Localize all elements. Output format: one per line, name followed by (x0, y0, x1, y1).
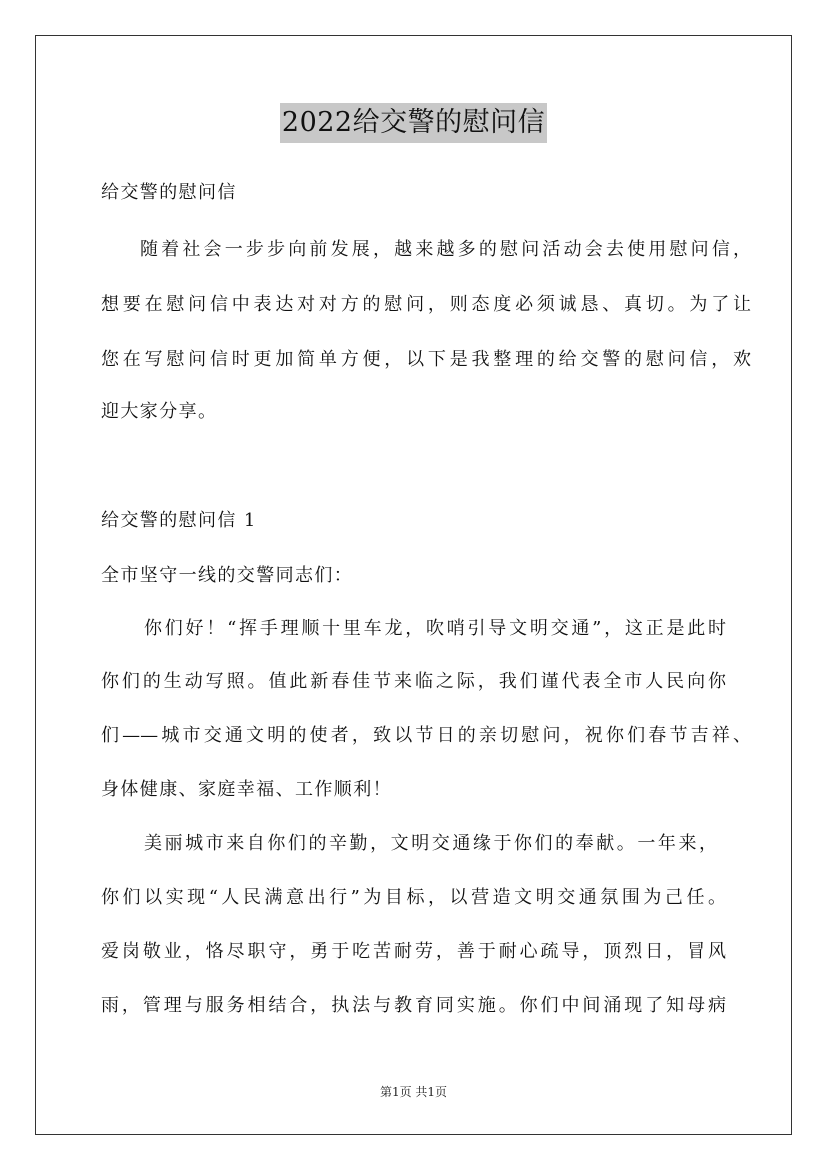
paragraph-line: 您在写慰问信时更加简单方便，以下是我整理的给交警的慰问信，欢 (101, 349, 751, 370)
paragraph-line: 随着社会一步步向前发展，越来越多的慰问活动会去使用慰问信， (140, 239, 751, 260)
paragraph-line: 你们好！“挥手理顺十里车龙，吹哨引导文明交通”，这正是此时 (144, 618, 726, 639)
paragraph-line: 想要在慰问信中表达对对方的慰问，则态度必须诚恳、真切。为了让 (101, 294, 751, 315)
document-title: 2022给交警的慰问信 (280, 103, 547, 143)
paragraph-line: 你们的生动写照。值此新春佳节来临之际，我们谨代表全市人民向你 (101, 671, 726, 692)
subtitle-line: 给交警的慰问信 (101, 182, 237, 203)
paragraph-line: 美丽城市来自你们的辛勤，文明交通缘于你们的奉献。一年来， (144, 833, 717, 854)
paragraph-line: 爱岗敬业，恪尽职守，勇于吃苦耐劳，善于耐心疏导，顶烈日，冒风 (101, 941, 726, 962)
paragraph-line: 你们以实现“人民满意出行”为目标，以营造文明交通氛围为己任。 (101, 887, 726, 908)
paragraph-line: 雨，管理与服务相结合，执法与教育同实施。你们中间涌现了知母病 (101, 995, 726, 1016)
paragraph-line: 迎大家分享。 (101, 401, 218, 422)
paragraph-line: 们——城市交通文明的使者，致以节日的亲切慰问，祝你们春节吉祥、 (101, 725, 751, 746)
title-container (0, 103, 827, 143)
section-heading: 给交警的慰问信 1 (101, 510, 257, 531)
paragraph-line: 身体健康、家庭幸福、工作顺利！ (101, 779, 392, 800)
salutation-line: 全市坚守一线的交警同志们： (101, 565, 354, 586)
page-footer: 第1页 共1页 (379, 1085, 448, 1099)
